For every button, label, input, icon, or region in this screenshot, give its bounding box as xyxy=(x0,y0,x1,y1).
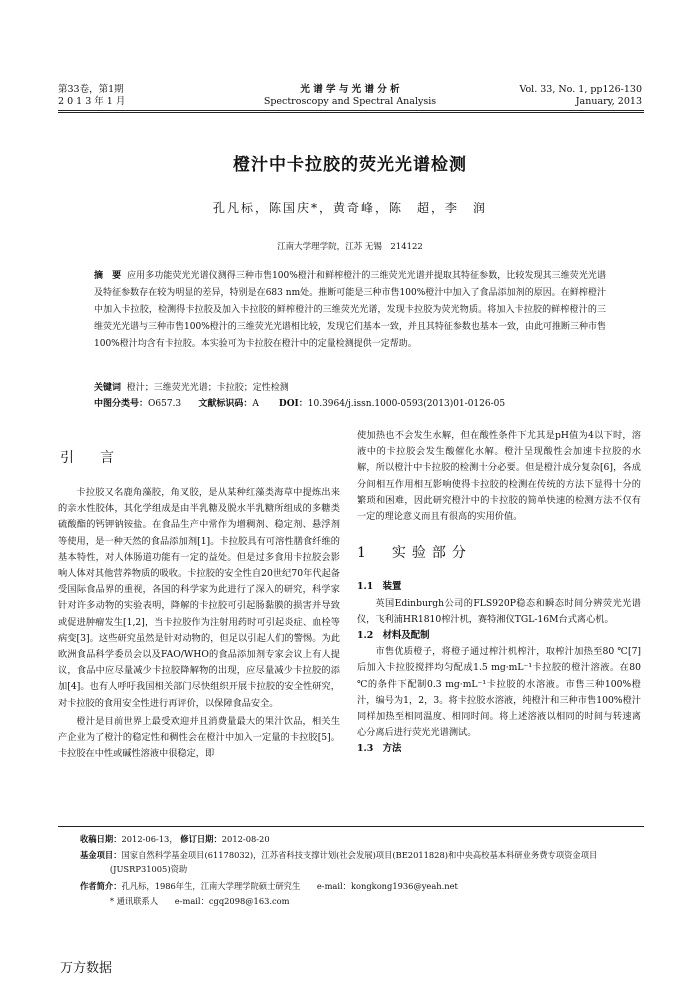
header-rule-second xyxy=(58,112,644,113)
author-bio-line xyxy=(80,879,640,893)
author-bio-label: 作者简介： xyxy=(80,881,122,891)
volume-pages-en: Vol. 33, No. 1, pp126-130 xyxy=(519,84,642,95)
abstract-text: 应用多功能荧光光谱仪测得三种市售100%橙汁和鲜榨橙汁的三维荧光光谱并提取其特征参数，比较发现其三维荧光光谱及特征参数存在较为明显的差异，特别是在683 nm处。推断可能是三种市售100%橙汁中加入了食品添加剂的原因。在鲜榨橙汁中加入卡拉胶，检测得卡拉胶及加入卡拉胶的鲜榨橙汁的三维荧光光谱，发现卡拉胶为荧光物质。将加入卡拉胶的鲜榨橙汁的三维荧光光谱与三种市售100%橙汁的三维荧光光谱相比较，发现它们基本一致，并且其特征参数也基本一致，由此可推断三种市售100%橙汁均含有卡拉胶。本实验可为卡拉胶在橙汁中的定量检测提供一定帮助。 xyxy=(94,271,606,349)
revised-label: 修订日期： xyxy=(180,834,222,844)
author-list: 孔凡标，陈国庆*，黄奇峰，陈 超，李 润 xyxy=(212,201,487,215)
classification-line xyxy=(94,397,606,412)
doc-code-label: 文献标识码： xyxy=(198,399,253,409)
date-en: January, 2013 xyxy=(575,96,642,107)
received-label: 收稿日期： xyxy=(80,834,122,844)
intro-paragraph-cont: 使加热也不会发生水解，但在酸性条件下尤其是pH值为4以下时，溶液中的卡拉胶会发生酸催化水解。橙汁呈现酸性会加速卡拉胶的水解，所以橙汁中卡拉胶的检测十分必要。但是橙汁成分复杂[6]，各成分间相互作用相互影响使得卡拉胶的检测在传统的方法下显得十分的繁琐和困难，因此研究橙汁中的卡拉胶的简单快速的检测方法不仅有一定的理论意义而且有很高的实用价值。 xyxy=(357,430,641,523)
left-column xyxy=(58,485,340,762)
intro-heading: 引 言 xyxy=(60,450,120,466)
corresponding-author: * 通讯联系人 e-mail：cgq2098@163.com xyxy=(109,896,290,906)
intro-paragraph-2: 橙汁是目前世界上最受欢迎并且消费量最大的果汁饮品，相关生产企业为了橙汁的稳定性和稠性会在橙汁中加入一定量的卡拉胶[5]。卡拉胶在中性或碱性溶液中很稳定，即 xyxy=(58,715,340,760)
journal-name-en: Spectroscopy and Spectral Analysis xyxy=(263,96,437,107)
keywords-label: 关键词 xyxy=(94,383,122,393)
subsection-1-2: 1.2 材料及配制 xyxy=(357,630,430,642)
clc-label: 中图分类号： xyxy=(94,399,149,409)
funding-text: 国家自然科学基金项目(61178032)，江苏省科技支撑计划(社会发展)项目(BE2011828)和中央高校基本科研业务费专项资金项目(JUSRP31005)资助 xyxy=(109,850,598,874)
intro-paragraph-1: 卡拉胶又名鹿角藻胶，角叉胶，是从某种红藻类海草中提炼出来的亲水性胶体，其化学组成是由半乳糖及脱水半乳糖所组成的多糖类硫酸酯的钙钾钠铵盐。在食品生产中常作为增稠剂、稳定剂、悬浮剂等使用，是一种天然的食品添加剂[1]。卡拉胶具有可溶性膳食纤维的基本特性，对人体肠道功能有一定的益处。但是过多食用卡拉胶会影响人体对其他营养物质的吸收。卡拉胶的安全性自20世纪70年代起备受国际食品界的重视，各国的科学家为此进行了深入的研究，科学家针对许多动物的实验表明，降解的卡拉胶可引起肠黏膜的损害并导致或促进肿瘤发生[1,2]，当卡拉胶作为注射用药时可引起炎症、血栓等病变[3]。这些研究虽然是针对动物的，但足以引起人们的警惕。为此欧洲食品科学委员会以及FAO/WHO的食品添加剂专家会议上有人提议，食品中应尽量减少卡拉胶降解物的出现，应尽量减少卡拉胶的添加[4]。也有人呼吁我国相关部门尽快组织开展卡拉胶的安全性研究，对卡拉胶的食用安全性进行再评价，以保障食品安全。 xyxy=(58,487,340,709)
abstract xyxy=(94,268,606,353)
received-date: 2012-06-13， xyxy=(121,834,178,844)
funding-label: 基金项目： xyxy=(80,850,122,860)
right-column xyxy=(357,428,641,758)
footnote-rule xyxy=(58,826,644,827)
apparatus-text: 英国Edinburgh公司的FLS920P稳态和瞬态时间分辨荧光光谱仪，飞利浦HR1810榨汁机，赛特湘仪TGL-16M台式离心机。 xyxy=(357,597,641,625)
abstract-label: 摘 要 xyxy=(94,271,122,281)
paper-title: 橙汁中卡拉胶的荧光光谱检测 xyxy=(233,155,467,175)
doc-code-value: A xyxy=(252,399,259,409)
revised-date: 2012-08-20 xyxy=(221,834,270,844)
subsection-1-3: 1.3 方法 xyxy=(357,743,402,755)
header-rule xyxy=(58,110,644,111)
keywords xyxy=(94,381,606,396)
author-bio-text: 孔凡标，1986年生，江南大学理学院硕士研究生 e-mail：kongkong1936@yeah.net xyxy=(121,881,458,891)
clc-value: O657.3 xyxy=(148,399,182,409)
affiliation: 江南大学理学院，江苏 无锡 214122 xyxy=(277,242,423,252)
section-1-heading: 1 实验部分 xyxy=(357,545,472,562)
journal-name-cn: 光 谱 学 与 光 谱 分 析 xyxy=(300,84,400,95)
doi-value: 10.3964/j.issn.1000-0593(2013)01-0126-05 xyxy=(307,399,506,409)
wanfang-watermark: 万方数据 xyxy=(60,961,113,976)
received-line xyxy=(80,832,640,846)
subsection-1-1: 1.1 装置 xyxy=(357,581,402,593)
funding-line xyxy=(80,848,630,876)
doi-label: DOI： xyxy=(278,399,308,409)
materials-text: 市售优质橙子，将橙子通过榨汁机榨汁，取榨汁加热至80 ℃[7]后加入卡拉胶搅拌均匀配成1.5 mg·mL⁻¹卡拉胶的橙汁溶液。在80 ℃的条件下配制0.3 mg·mL⁻¹卡拉胶的水溶液。市售三种100%橙汁，编号为1，2，3。将卡拉胶水溶液，纯橙汁和三种市售100%橙汁同样加热至相同温度、相同时间。将上述溶液以相同的时间与转速离心分离后进行荧光光谱测试。 xyxy=(357,646,641,739)
keywords-text: 橙汁；三维荧光光谱；卡拉胶；定性检测 xyxy=(126,383,289,393)
date-cn: 2 0 1 3 年 1 月 xyxy=(58,96,126,107)
volume-issue-cn: 第33卷，第1期 xyxy=(58,84,124,95)
